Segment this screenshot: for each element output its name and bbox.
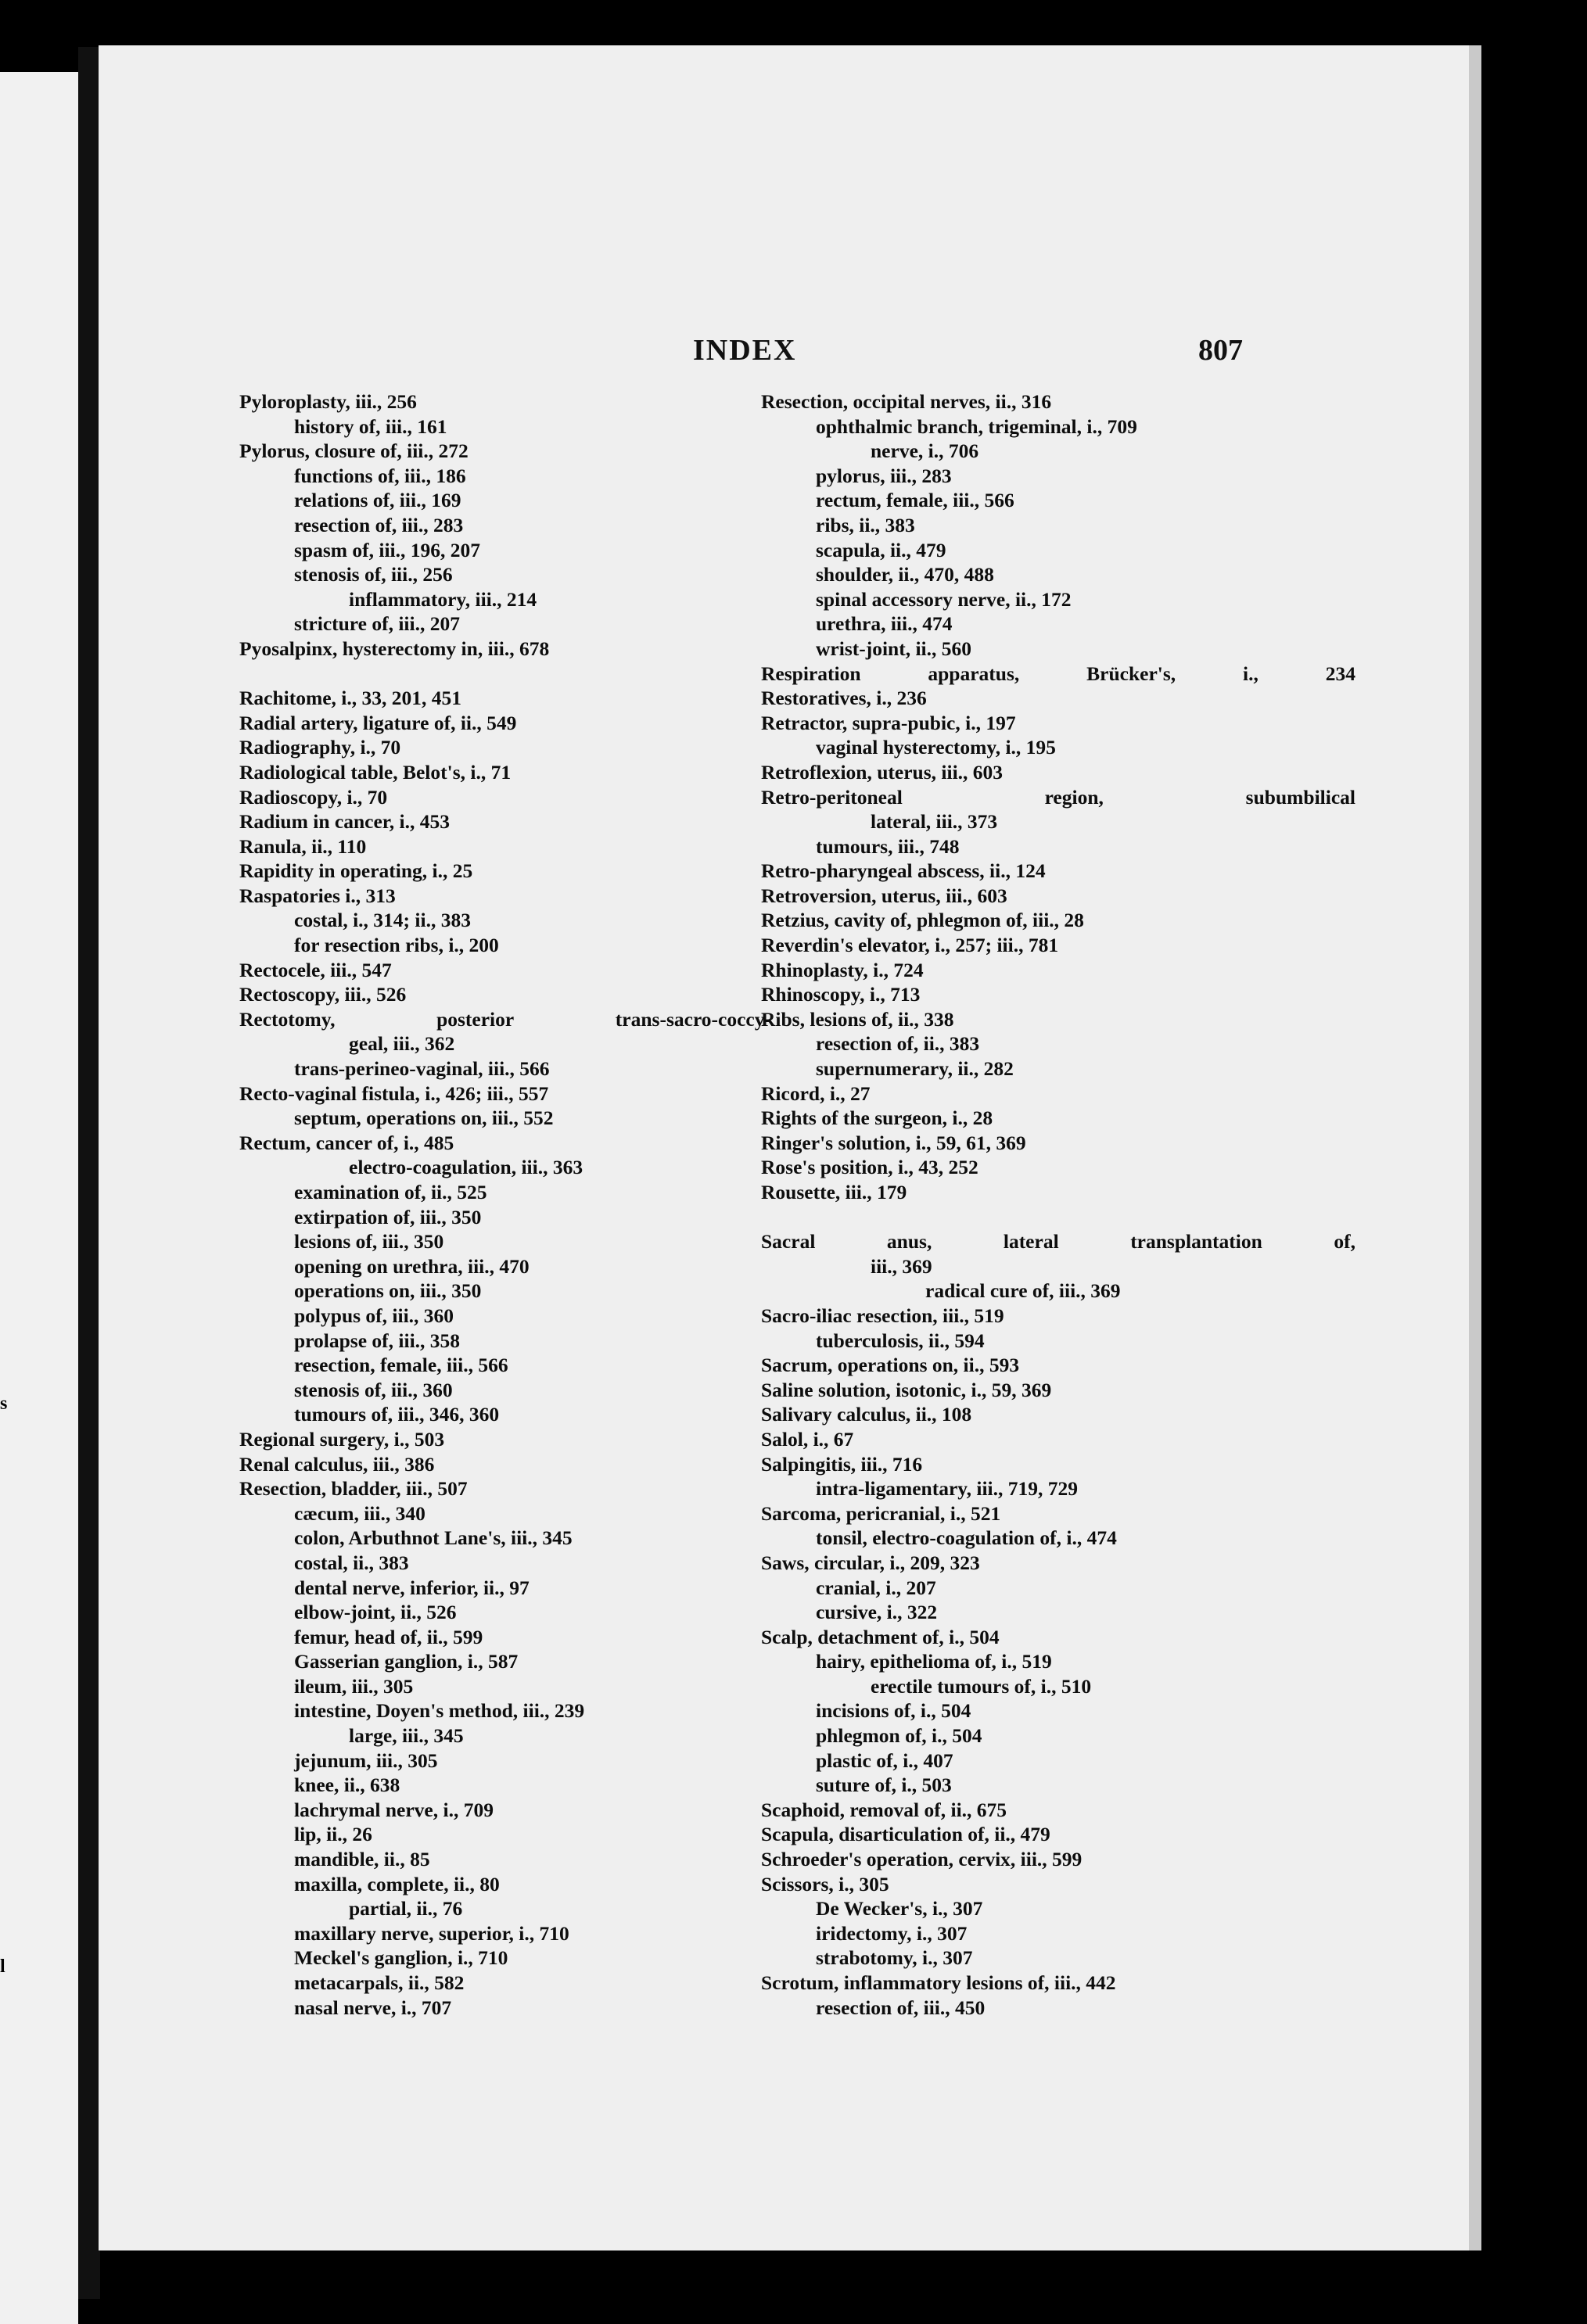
index-entry: Sacral anus, lateral transplantation of,: [761, 1230, 1355, 1253]
index-entry: Salivary calculus, ii., 108: [761, 1403, 972, 1426]
index-subentry: rectum, female, iii., 566: [816, 489, 1014, 512]
index-entry: Retractor, supra-pubic, i., 197: [761, 711, 1016, 734]
index-subentry: stricture of, iii., 207: [294, 612, 460, 636]
index-subentry: costal, i., 314; ii., 383: [294, 909, 471, 932]
page-edge: [1469, 45, 1481, 2250]
index-subentry: cursive, i., 322: [816, 1601, 938, 1624]
index-subentry: scapula, ii., 479: [816, 538, 946, 561]
index-entry: Sacrum, operations on, ii., 593: [761, 1354, 1020, 1377]
margin-mark: l: [0, 1956, 5, 1977]
margin-mark: s: [0, 1393, 8, 1414]
index-subentry: erectile tumours of, i., 510: [871, 1674, 1092, 1698]
index-subentry: jejunum, iii., 305: [294, 1748, 438, 1772]
index-subentry: tuberculosis, ii., 594: [816, 1329, 985, 1352]
index-page: [99, 45, 1475, 2250]
index-subentry: spinal accessory nerve, ii., 172: [816, 587, 1072, 611]
index-subentry: Meckel's ganglion, i., 710: [294, 1946, 508, 1970]
index-subentry: vaginal hysterectomy, i., 195: [816, 736, 1056, 759]
index-entry: Radioscopy, i., 70: [239, 785, 388, 809]
index-subentry: extirpation of, iii., 350: [294, 1205, 482, 1228]
index-subentry: trans-perineo-vaginal, iii., 566: [294, 1057, 550, 1081]
index-subentry: strabotomy, i., 307: [816, 1946, 973, 1970]
index-subentry: lesions of, iii., 350: [294, 1230, 444, 1253]
index-subentry: ophthalmic branch, trigeminal, i., 709: [816, 414, 1137, 438]
index-subentry: hairy, epithelioma of, i., 519: [816, 1650, 1052, 1673]
index-subentry: large, iii., 345: [349, 1724, 464, 1748]
index-subentry: costal, ii., 383: [294, 1551, 409, 1574]
index-entry: Ranula, ii., 110: [239, 834, 367, 858]
index-subentry: geal, iii., 362: [349, 1032, 455, 1056]
index-entry: Retro-pharyngeal abscess, ii., 124: [761, 859, 1046, 883]
index-entry: Radium in cancer, i., 453: [239, 810, 450, 834]
index-entry: Rousette, iii., 179: [761, 1181, 907, 1203]
index-column-left: [239, 389, 771, 2020]
index-subentry: nasal nerve, i., 707: [294, 1996, 452, 2019]
index-entry: Sarcoma, pericranial, i., 521: [761, 1501, 1001, 1525]
index-entry: Ribs, lesions of, ii., 338: [761, 1007, 954, 1031]
index-subentry: shoulder, ii., 470, 488: [816, 563, 994, 586]
index-entry: Salol, i., 67: [761, 1427, 854, 1451]
index-subentry: Gasserian ganglion, i., 587: [294, 1650, 519, 1673]
index-subentry: for resection ribs, i., 200: [294, 934, 499, 957]
index-entry: Sacro-iliac resection, iii., 519: [761, 1304, 1004, 1327]
index-subentry: supernumerary, ii., 282: [816, 1057, 1014, 1081]
index-subentry: dental nerve, inferior, ii., 97: [294, 1576, 530, 1599]
index-subentry: incisions of, i., 504: [816, 1699, 971, 1723]
index-entry: Rachitome, i., 33, 201, 451: [239, 687, 462, 710]
index-entry: Retro-peritoneal region, subumbilical: [761, 785, 1355, 809]
running-head: INDEX: [693, 334, 797, 367]
index-subentry: prolapse of, iii., 358: [294, 1329, 461, 1352]
index-entry: Rectum, cancer of, i., 485: [239, 1131, 454, 1154]
index-subentry: knee, ii., 638: [294, 1773, 400, 1797]
index-subentry: lateral, iii., 373: [871, 810, 998, 834]
index-subentry: history of, iii., 161: [294, 414, 447, 438]
index-subentry: cæcum, iii., 340: [294, 1501, 425, 1525]
index-entry: Rights of the surgeon, i., 28: [761, 1106, 993, 1130]
index-subentry: tumours of, iii., 346, 360: [294, 1403, 500, 1426]
index-subentry: elbow-joint, ii., 526: [294, 1601, 457, 1624]
index-subentry: operations on, iii., 350: [294, 1279, 482, 1303]
index-entry: Rapidity in operating, i., 25: [239, 859, 473, 883]
index-entry: Rectotomy, posterior trans-sacro-coccy-: [239, 1007, 771, 1031]
index-entry: Raspatories i., 313: [239, 884, 396, 907]
index-subentry: stenosis of, iii., 360: [294, 1378, 453, 1401]
index-entry: Respiration apparatus, Brücker's, i., 234: [761, 662, 1355, 685]
facing-page-edge: [0, 72, 78, 2324]
index-subentry: suture of, i., 503: [816, 1773, 952, 1797]
index-entry: Ringer's solution, i., 59, 61, 369: [761, 1131, 1026, 1154]
index-subentry: functions of, iii., 186: [294, 464, 466, 487]
page-header: [99, 333, 1475, 372]
index-subentry: wrist-joint, ii., 560: [816, 637, 972, 660]
index-subentry: nerve, i., 706: [871, 439, 979, 463]
index-entry: Scaphoid, removal of, ii., 675: [761, 1798, 1007, 1821]
index-subentry: stenosis of, iii., 256: [294, 563, 453, 586]
index-entry: Retroflexion, uterus, iii., 603: [761, 760, 1004, 784]
index-entry: Scapula, disarticulation of, ii., 479: [761, 1823, 1050, 1846]
index-entry: Rose's position, i., 43, 252: [761, 1156, 978, 1179]
index-subentry: inflammatory, iii., 214: [349, 587, 537, 611]
index-entry: Restoratives, i., 236: [761, 687, 927, 710]
index-subentry: pylorus, iii., 283: [816, 464, 952, 487]
index-subentry: lip, ii., 26: [294, 1823, 372, 1846]
index-entry: Saws, circular, i., 209, 323: [761, 1551, 980, 1574]
index-entry: Pyosalpinx, hysterectomy in, iii., 678: [239, 637, 550, 660]
index-entry: Rhinoplasty, i., 724: [761, 958, 924, 981]
index-subentry: resection of, iii., 283: [294, 513, 464, 536]
index-subentry: femur, head of, ii., 599: [294, 1625, 483, 1648]
index-entry: Resection, bladder, iii., 507: [239, 1477, 468, 1501]
index-subentry: lachrymal nerve, i., 709: [294, 1798, 494, 1821]
index-entry: Rectocele, iii., 547: [239, 958, 392, 981]
index-subentry: iridectomy, i., 307: [816, 1921, 968, 1945]
index-section-gap: [239, 662, 771, 687]
index-subentry: partial, ii., 76: [349, 1897, 463, 1921]
index-subentry: septum, operations on, iii., 552: [294, 1106, 554, 1130]
index-subentry: polypus of, iii., 360: [294, 1304, 454, 1327]
index-entry: Retzius, cavity of, phlegmon of, iii., 28: [761, 909, 1084, 932]
index-entry: Radiography, i., 70: [239, 736, 401, 759]
index-subentry: maxilla, complete, ii., 80: [294, 1872, 500, 1895]
index-entry: Rectoscopy, iii., 526: [239, 983, 407, 1006]
index-section-gap: [761, 1205, 1355, 1230]
index-entry: Regional surgery, i., 503: [239, 1427, 445, 1451]
index-subentry: spasm of, iii., 196, 207: [294, 538, 481, 561]
index-subentry: resection, female, iii., 566: [294, 1354, 508, 1377]
index-subentry: tumours, iii., 748: [816, 834, 960, 858]
index-subentry: intra-ligamentary, iii., 719, 729: [816, 1477, 1079, 1501]
index-subentry: resection of, iii., 450: [816, 1996, 986, 2019]
index-subentry: iii., 369: [871, 1254, 932, 1278]
index-entry: Retroversion, uterus, iii., 603: [761, 884, 1007, 907]
gutter-shadow: [78, 47, 100, 2299]
index-entry: Pylorus, closure of, iii., 272: [239, 439, 469, 463]
index-entry: Resection, occipital nerves, ii., 316: [761, 390, 1052, 413]
index-subentry: electro-coagulation, iii., 363: [349, 1156, 583, 1179]
index-subentry: ribs, ii., 383: [816, 513, 915, 536]
index-subentry: examination of, ii., 525: [294, 1181, 487, 1203]
index-column-right: [761, 389, 1355, 2020]
index-subentry: maxillary nerve, superior, i., 710: [294, 1921, 569, 1945]
index-subentry: intestine, Doyen's method, iii., 239: [294, 1699, 585, 1723]
index-entry: Reverdin's elevator, i., 257; iii., 781: [761, 934, 1059, 957]
index-subentry: tonsil, electro-coagulation of, i., 474: [816, 1526, 1117, 1550]
index-entry: Scissors, i., 305: [761, 1872, 889, 1895]
index-subentry: ileum, iii., 305: [294, 1674, 414, 1698]
index-subentry: urethra, iii., 474: [816, 612, 953, 636]
index-entry: Salpingitis, iii., 716: [761, 1452, 923, 1476]
index-subentry: colon, Arbuthnot Lane's, iii., 345: [294, 1526, 573, 1550]
index-entry: Radiological table, Belot's, i., 71: [239, 760, 512, 784]
index-subentry: radical cure of, iii., 369: [925, 1279, 1121, 1303]
index-entry: Scrotum, inflammatory lesions of, iii., 442: [761, 1971, 1116, 1994]
index-subentry: cranial, i., 207: [816, 1576, 936, 1599]
index-subentry: phlegmon of, i., 504: [816, 1724, 982, 1748]
index-subentry: De Wecker's, i., 307: [816, 1897, 983, 1921]
index-subentry: opening on urethra, iii., 470: [294, 1254, 530, 1278]
index-subentry: mandible, ii., 85: [294, 1848, 430, 1871]
page-number: 807: [1198, 334, 1243, 367]
index-entry: Pyloroplasty, iii., 256: [239, 390, 417, 413]
index-entry: Recto-vaginal fistula, i., 426; iii., 557: [239, 1081, 549, 1105]
index-entry: Renal calculus, iii., 386: [239, 1452, 435, 1476]
index-entry: Schroeder's operation, cervix, iii., 599: [761, 1848, 1083, 1871]
index-subentry: relations of, iii., 169: [294, 489, 461, 512]
index-entry: Saline solution, isotonic, i., 59, 369: [761, 1378, 1052, 1401]
index-entry: Scalp, detachment of, i., 504: [761, 1625, 1000, 1648]
index-entry: Radial artery, ligature of, ii., 549: [239, 711, 517, 734]
index-entry: Ricord, i., 27: [761, 1081, 871, 1105]
index-entry: Rhinoscopy, i., 713: [761, 983, 921, 1006]
index-subentry: plastic of, i., 407: [816, 1748, 953, 1772]
index-subentry: resection of, ii., 383: [816, 1032, 980, 1056]
index-subentry: metacarpals, ii., 582: [294, 1971, 465, 1994]
